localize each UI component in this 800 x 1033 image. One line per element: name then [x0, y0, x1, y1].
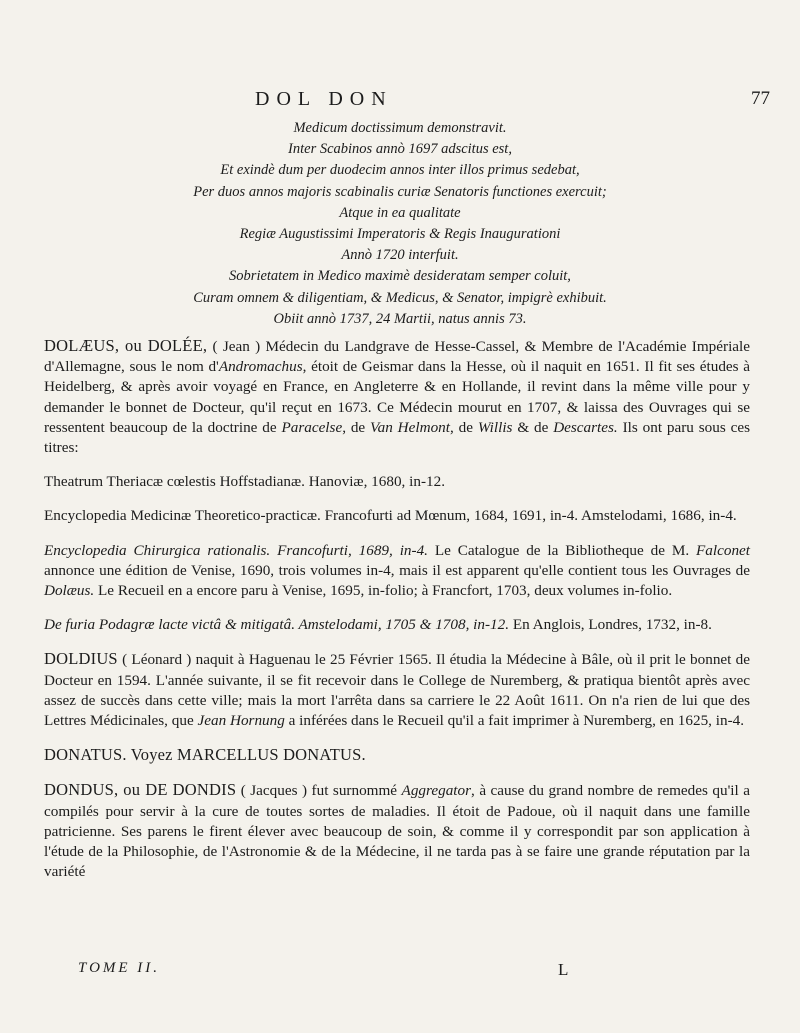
work-title: Theatrum Theriacæ cœlestis Hoffstadianæ. Hanoviæ, 1680, in-12.: [44, 473, 445, 491]
epitaph-line: Sobrietatem in Medico maximè desideratam semper coluit,: [229, 268, 571, 285]
latin-epitaph: [40, 118, 760, 330]
entry-headword: DONDUS, ou DE DONDIS: [44, 780, 237, 800]
entry-italic: Descartes.: [553, 418, 618, 436]
entry-italic: Encyclopedia Chirurgica rationalis. Francofurti, 1689, in-4.: [44, 541, 428, 559]
epitaph-line: Et exindè dum per duodecim annos inter illos primus sedebat,: [220, 162, 580, 179]
entry-headword: DOLÆUS, ou DOLÉE,: [44, 336, 208, 355]
epitaph-line: Annò 1720 interfuit.: [341, 247, 459, 264]
work-entry: [44, 541, 750, 602]
entry-text: ( Léonard ) naquit à Haguenau le 25 Février 1565. Il étudia la Médecine à Bâle, où il prit le bonnet de Docteur en 1594. L'année suivante, il se fit recevoir dans le College de Nuremberg, & pratiqua bientôt après avec assez de succès dans cette ville; mais la mort l'arrêta dans sa carriere le 22 Août 1611. On n'a rien de lui que des Lettres Médicinales, que: [44, 651, 750, 730]
epitaph-line: Curam omnem & diligentiam, & Medicus, & Senator, impigrè exhibuit.: [193, 289, 607, 306]
dictionary-entries: [44, 336, 750, 882]
entry-italic: Van Helmont: [370, 418, 450, 436]
entry-text: Ils ont paru sous ces titres:: [44, 418, 751, 457]
entry-italic: Dolæus.: [44, 582, 95, 600]
entry-italic: Paracelse: [281, 418, 343, 436]
entry-italic: Andromachus: [218, 358, 303, 376]
entry-dolaeus: [44, 336, 750, 458]
entry-text: ( Jacques ) fut surnommé: [236, 782, 402, 800]
entry-italic: Falconet: [696, 541, 750, 559]
entry-headword: DONATUS. Voyez MARCELLUS DONATUS.: [44, 745, 366, 765]
entry-doldius: [44, 649, 750, 731]
epitaph-line: Obiit annò 1737, 24 Martii, natus annis 73.: [273, 310, 527, 327]
entry-text: a inférées dans le Recueil qu'il a fait imprimer à Nuremberg, en 1625, in-4.: [284, 712, 745, 730]
volume-label: TOME II.: [78, 960, 161, 976]
epitaph-line: Atque in ea qualitate: [339, 204, 461, 221]
entry-text: , étoit de Geismar dans la Hesse, où il naquit en 1651. Il fit ses études à Heidelberg, & après avoir voyagé en France, en Angleterre & en Hollande, il revint dans la même ville pour y demander le bonnet de Docteur, qu'il reçut en 1673. Ce Médecin mourut en 1707, & laissa des Ouvrages qui se ressentent beaucoup de la doctrine de: [44, 358, 751, 436]
running-title: DOL DON: [255, 88, 393, 110]
entry-italic: Jean Hornung: [197, 712, 285, 730]
entry-headword: DOLDIUS: [44, 649, 118, 669]
entry-text: En Anglois, Londres, 1732, in-8.: [509, 616, 712, 634]
signature-mark: L: [558, 960, 569, 979]
epitaph-line: Inter Scabinos annò 1697 adscitus est,: [288, 141, 512, 158]
epitaph-line: Medicum doctissimum demonstravit.: [293, 120, 507, 136]
work-entry: [44, 615, 750, 635]
entry-donatus: [44, 745, 750, 766]
page-footer: [0, 960, 800, 984]
running-header: [0, 88, 800, 114]
entry-text: , de: [342, 418, 371, 436]
entry-text: , à cause du grand nombre de remedes qu'il a compilés pour servir à la cure de toutes sortes de maladies. Il étoit de Padoue, où il naquit dans une famille patricienne. Ses parens le firent élever avec beaucoup de soin, & comme il y correspondit par son application à l'étude de la Philosophie, de l'Astronomie & de la Médecine, il ne tarda pas à se faire une grande réputation par la variété: [44, 782, 750, 881]
entry-italic: Willis: [477, 418, 513, 436]
work-title: Encyclopedia Medicinæ Theoretico-practicæ. Francofurti ad Mœnum, 1684, 1691, in-4. Amstelodami, 1686, in-4.: [44, 507, 737, 525]
page-number: 77: [751, 88, 770, 109]
entry-text: , de: [450, 418, 478, 436]
entry-dondus: [44, 780, 750, 882]
epitaph-line: Per duos annos majoris scabinalis curiæ Senatoris functiones exercuit;: [193, 183, 607, 200]
entry-text: Le Recueil en a encore paru à Venise, 1695, in-folio; à Francfort, 1703, deux volumes in-folio.: [94, 582, 673, 600]
entry-italic: De furia Podagræ lacte victâ & mitigatâ. Amstelodami, 1705 & 1708, in-12.: [44, 616, 510, 634]
entry-text: annonce une édition de Venise, 1690, trois volumes in-4, mais il est apparent qu'elle contient tous les Ouvrages de: [44, 561, 750, 579]
entry-text: & de: [512, 418, 554, 436]
entry-text: ( Jean ) Médecin du Landgrave de Hesse-Cassel, & Membre de l'Académie Impériale d'Allemagne, sous le nom d': [44, 338, 750, 376]
entry-italic: Aggregator: [401, 782, 472, 800]
epitaph-line: Regiæ Augustissimi Imperatoris & Regis Inaugurationi: [239, 226, 561, 243]
entry-text: Le Catalogue de la Bibliotheque de M.: [427, 541, 697, 559]
